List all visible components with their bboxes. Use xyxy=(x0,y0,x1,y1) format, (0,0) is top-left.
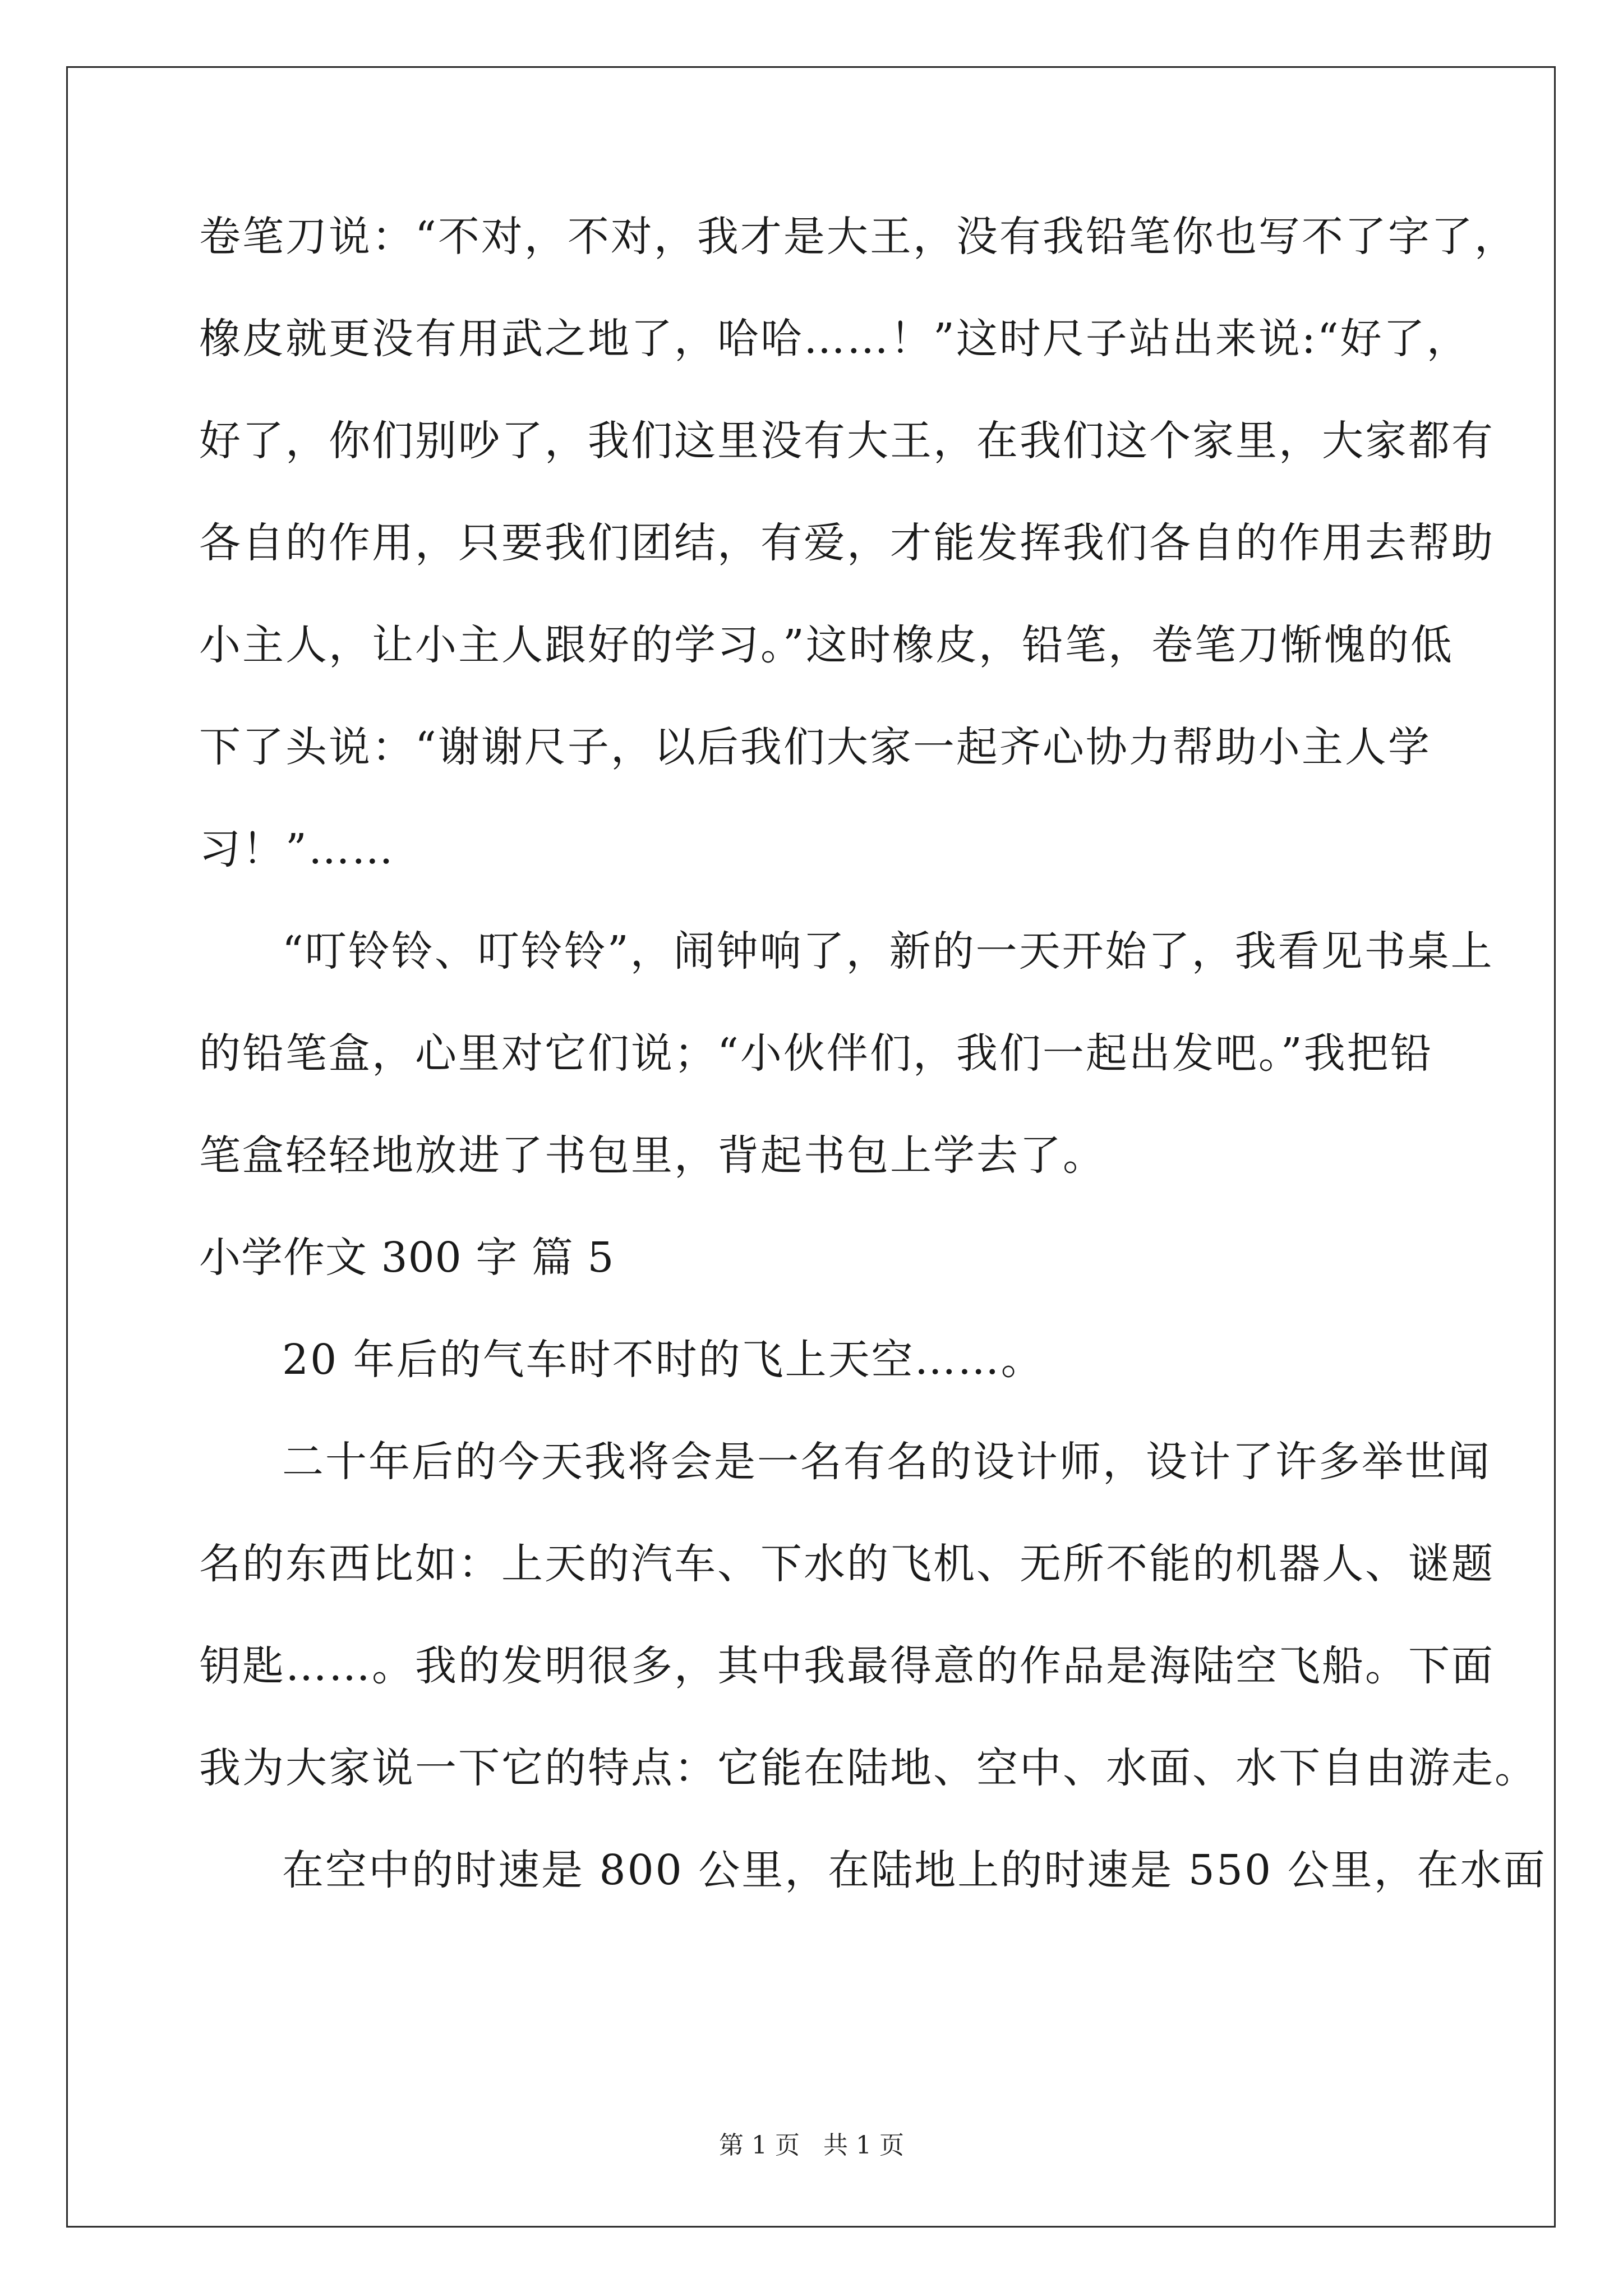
text-line: 我为大家说一下它的特点：它能在陆地、空中、水面、水下自由游走。 xyxy=(199,1744,1538,1792)
text-line: 小主人，让小主人跟好的学习。”这时橡皮，铅笔，卷笔刀惭愧的低 xyxy=(199,621,1454,669)
text-line: 的铅笔盒，心里对它们说；“小伙伴们，我们一起出发吧。”我把铅 xyxy=(199,1029,1433,1078)
paragraph-start-line: 二十年后的今天我将会是一名有名的设计师，设计了许多举世闻 xyxy=(282,1438,1491,1486)
section-heading: 小学作文 300 字 篇 5 xyxy=(199,1234,615,1282)
text-line: 钥匙……。我的发明很多，其中我最得意的作品是海陆空飞船。下面 xyxy=(199,1642,1495,1690)
text-line: 好了，你们别吵了，我们这里没有大王，在我们这个家里，大家都有 xyxy=(199,417,1495,465)
text-line: 下了头说：“谢谢尺子，以后我们大家一起齐心协力帮助小主人学 xyxy=(199,723,1431,771)
paragraph-start-line: 20 年后的气车时不时的飞上天空……。 xyxy=(282,1336,1044,1384)
text-line: 各自的作用，只要我们团结，有爱，才能发挥我们各自的作用去帮助 xyxy=(199,519,1495,567)
text-line: 卷笔刀说：“不对，不对，我才是大王，没有我铅笔你也写不了字了， xyxy=(199,213,1518,261)
paragraph-start-line: 在空中的时速是 800 公里，在陆地上的时速是 550 公里，在水面 xyxy=(282,1846,1547,1894)
text-line: 名的东西比如：上天的汽车、下水的飞机、无所不能的机器人、谜题 xyxy=(199,1540,1495,1588)
paragraph-start-line: “叮铃铃、叮铃铃”，闹钟响了，新的一天开始了，我看见书桌上 xyxy=(282,927,1494,976)
text-line: 习！”…… xyxy=(199,825,395,873)
text-line: 橡皮就更没有用武之地了，哈哈……！”这时尺子站出来说:“好了， xyxy=(199,315,1470,363)
text-line: 笔盒轻轻地放进了书包里，背起书包上学去了。 xyxy=(199,1131,1106,1180)
document-body xyxy=(199,209,1547,1944)
page-footer: 第 1 页 共 1 页 xyxy=(719,2131,904,2160)
